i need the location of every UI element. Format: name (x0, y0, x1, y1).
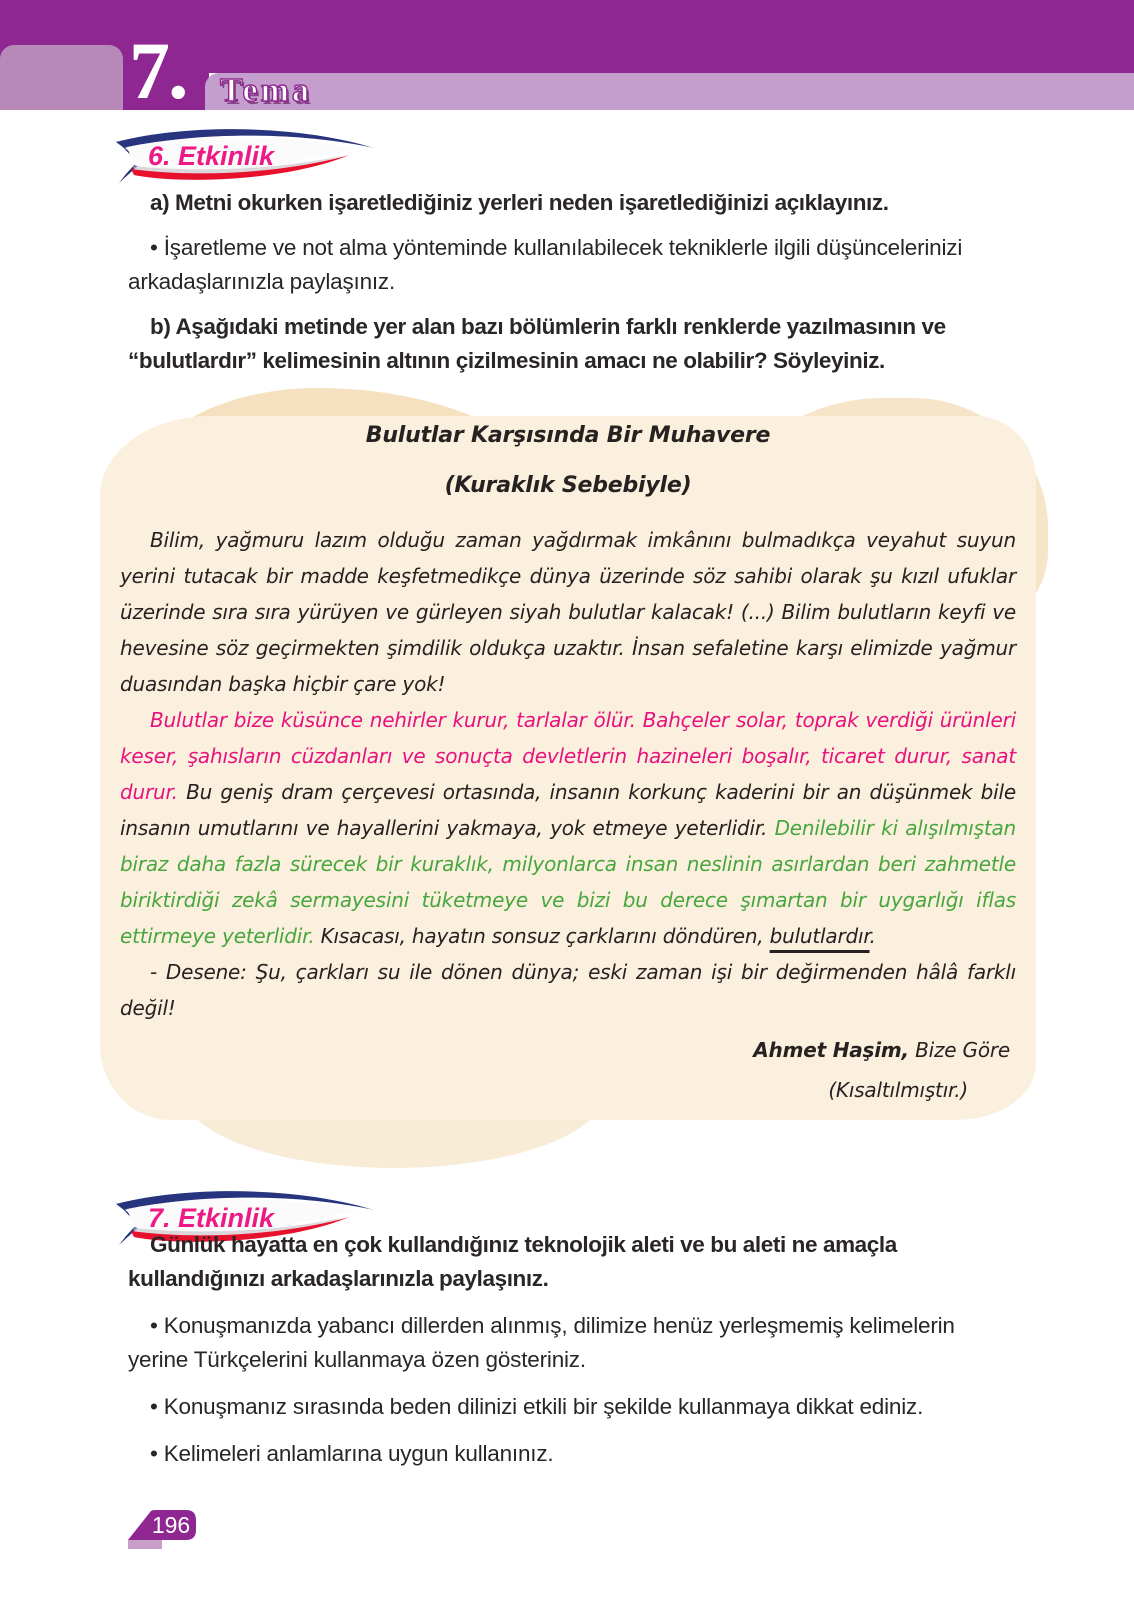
instruction-item-a-bullet: • İşaretleme ve not alma yönteminde kullanılabilecek tekniklerle ilgili düşüncelerinizi arkadaşlarınızla paylaşınız. (128, 235, 963, 294)
instructions-section (128, 186, 1012, 389)
underlined-word: bulutlardır (769, 924, 870, 948)
passage-segment-black: - Desene: Şu, çarkları su ile dönen dünya; eski zaman işi bir değirmenden hâlâ farklı değil! (120, 960, 1016, 1020)
passage-segment-pink: Bulutlar bize küsünce nehirler kurur, tarlalar ölür. Bahçeler solar, toprak verdiği ürünleri keser, şahısların cüzdanları ve sonuçta devletlerin hazineleri boşalır, ticaret durur, sanat durur. (120, 708, 1016, 804)
passage-segment-black: Bu geniş dram çerçevesi ortasında, insanın korkunç kaderini bir an düşünmek bile insanın umutlarını ve hayallerini yakmaya, yok etmeye yeterlidir. (120, 780, 1016, 840)
activity-7-section (128, 1228, 1012, 1484)
passage-text (94, 388, 1042, 1110)
passage-attribution (120, 1030, 1010, 1070)
abridged-note: (Kısaltılmıştır.) (828, 1078, 968, 1102)
passage-segment-black: Kısacası, hayatın sonsuz çarklarını döndüren, (314, 924, 770, 948)
passage-paragraphs (120, 522, 1016, 1026)
unit-title: Tema (220, 72, 312, 109)
activity-7-label: 7. Etkinlik (148, 1203, 275, 1233)
page-number: 196 (151, 1512, 191, 1538)
activity-6-badge (106, 116, 396, 184)
page-badge-strip (128, 1540, 162, 1549)
passage-segment-black: . (869, 924, 876, 948)
instruction-item-b: b) Aşağıdaki metinde yer alan bazı bölümlerin farklı renklerde yazılmasının ve “bulutlardır” kelimesinin altının çizilmesinin amacı ne olabilir? Söyleyiniz. (128, 314, 946, 373)
activity-7-intro: Günlük hayatta en çok kullandığınız teknolojik aleti ve bu aleti ne amaçla kullandığınızı arkadaşlarınızla paylaşınız. (128, 1232, 897, 1291)
unit-title-band (205, 73, 1134, 110)
activity-7-bullet: • Konuşmanız sırasında beden dilinizi etkili bir şekilde kullanmaya dikkat ediniz. (150, 1394, 924, 1419)
activity-6-label: 6. Etkinlik (148, 141, 275, 171)
passage-segment-black: Bilim, yağmuru lazım olduğu zaman yağdırmak imkânını bulmadıkça veyahut suyun yerini tutacak bir madde keşfetmedikçe dünya üzerinde söz sahibi olarak şu kızıl ufuklar üzerinde sıra sıra yürüyen ve gürleyen siyah bulutlar kalacak! (...) Bilim bulutların keyfi ve hevesine söz geçirmekten şimdilik oldukça uzaktır. İnsan sefaletine karşı elimizde yağmur duasından başka hiçbir çare yok! (120, 528, 1016, 696)
unit-number: 7. (129, 25, 187, 116)
reading-passage (94, 388, 1042, 1138)
header-side-square (0, 45, 123, 110)
instruction-item-a: a) Metni okurken işaretlediğiniz yerleri neden işaretlediğinizi açıklayınız. (150, 190, 889, 215)
passage-title: Bulutlar Karşısında Bir Muhavere (365, 423, 771, 448)
activity-7-bullet: • Konuşmanızda yabancı dillerden alınmış, dilimize henüz yerleşmemiş kelimelerin yerine Türkçelerini kullanmaya özen gösteriniz. (128, 1313, 955, 1372)
passage-paragraph (120, 702, 1016, 954)
author-name: Ahmet Haşim, (753, 1038, 909, 1062)
passage-segment-green: Denilebilir ki alışılmıştan biraz daha fazla sürecek bir kuraklık, milyonlarca insan neslinin asırlardan beri zahmetle biriktirdiği zekâ sermayesini tüketmeye ve bizi bu derece şımartan bir uygarlığı iflas ettirmeye yeterlidir. (120, 816, 1016, 948)
passage-subtitle: (Kuraklık Sebebiyle) (444, 473, 692, 498)
passage-paragraph (120, 954, 1016, 1026)
passage-paragraph (120, 522, 1016, 702)
activity-7-bullet: • Kelimeleri anlamlarına uygun kullanınız. (150, 1441, 554, 1466)
work-title: Bize Göre (908, 1038, 1010, 1062)
page-number-badge (116, 1504, 212, 1552)
